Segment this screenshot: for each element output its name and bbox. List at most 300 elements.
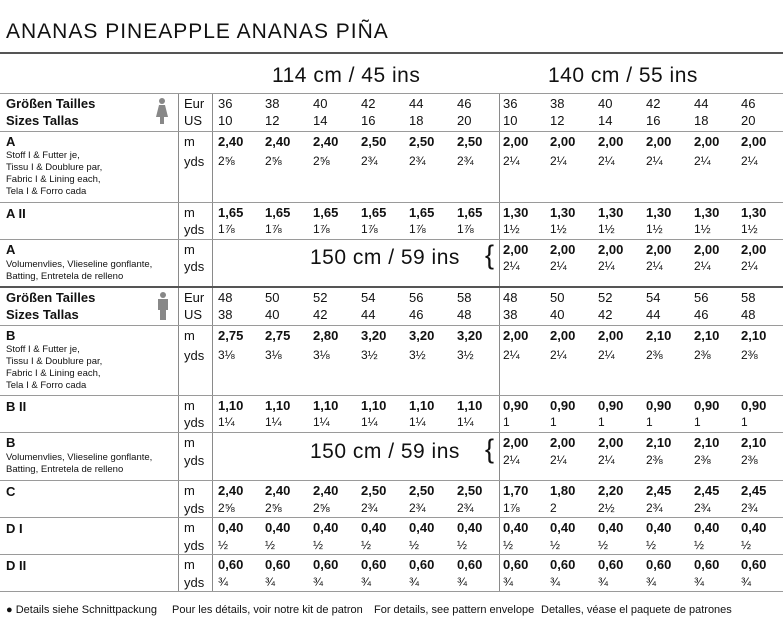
value-yds: 2¾ [646, 501, 663, 515]
value-yds: 3⅛ [218, 348, 235, 362]
width-140-heading: 140 cm / 55 ins [548, 64, 698, 87]
size-eur: 54 [646, 290, 661, 305]
value-yds: 2¼ [694, 259, 711, 273]
value-m: 0,40 [265, 520, 291, 535]
unit-m: m [184, 134, 195, 149]
row-rule [0, 432, 783, 433]
size-eur: 52 [598, 290, 613, 305]
value-m: 2,00 [598, 134, 624, 149]
value-yds: ½ [409, 538, 420, 552]
row-label-a2: A II [6, 206, 26, 221]
row-rule [0, 202, 783, 203]
value-yds: 2¼ [694, 154, 711, 168]
value-m: 2,00 [550, 328, 576, 343]
value-m: 2,10 [741, 435, 767, 450]
size-us: 46 [694, 307, 709, 322]
size-eur: 56 [694, 290, 709, 305]
size-us: 40 [265, 307, 280, 322]
size-us: 46 [409, 307, 424, 322]
size-eur: 44 [694, 96, 709, 111]
size-us: 44 [646, 307, 661, 322]
value-m: 2,00 [694, 242, 720, 257]
size-us: 42 [313, 307, 328, 322]
value-m: 0,60 [409, 557, 435, 572]
size-us: 12 [265, 113, 280, 128]
footer-note-en: For details, see pattern envelope [374, 604, 535, 616]
value-m: 1,70 [503, 483, 529, 498]
value-m: 2,00 [646, 242, 672, 257]
value-m: 1,65 [457, 205, 483, 220]
value-yds: 3½ [457, 348, 474, 362]
value-m: 2,00 [550, 134, 576, 149]
unit-m: m [184, 205, 195, 220]
value-m: 1,65 [313, 205, 339, 220]
value-yds: ¾ [457, 575, 468, 589]
value-yds: ½ [741, 538, 752, 552]
row-desc-b-batting: Volumenvlies, Vlieseline gonflante, Batting, Entretela de relleno [6, 452, 153, 475]
man-figure-icon [155, 291, 171, 321]
value-yds: ¾ [361, 575, 372, 589]
value-m: 0,90 [741, 398, 767, 413]
size-us: 10 [218, 113, 233, 128]
value-yds: 3½ [409, 348, 426, 362]
size-eur: 50 [550, 290, 565, 305]
value-m: 2,00 [503, 134, 529, 149]
eur-label: Eur [184, 290, 205, 305]
value-yds: 2¾ [694, 501, 711, 515]
section-rule [0, 286, 783, 288]
value-m: 1,65 [265, 205, 291, 220]
value-m: 0,60 [265, 557, 291, 572]
value-yds: 1⅞ [313, 222, 330, 236]
size-eur: 40 [598, 96, 613, 111]
us-label: US [184, 113, 203, 128]
size-us: 48 [457, 307, 472, 322]
value-m: 0,40 [218, 520, 244, 535]
footer-note-fr: Pour les détails, voir notre kit de patron [172, 604, 363, 616]
value-m: 2,00 [598, 328, 624, 343]
unit-m: m [184, 328, 195, 343]
value-m: 2,00 [503, 242, 529, 257]
value-yds: 2⅜ [646, 453, 663, 467]
value-yds: 2 [550, 501, 557, 515]
value-yds: 2¾ [361, 501, 378, 515]
size-label-en-es: Sizes Tallas [6, 113, 79, 128]
value-yds: 2¾ [457, 154, 474, 168]
value-yds: 1⅞ [265, 222, 282, 236]
row-rule [0, 517, 783, 518]
value-yds: 2⅝ [218, 501, 235, 515]
value-yds: 2¼ [550, 348, 567, 362]
value-yds: 2¼ [598, 259, 615, 273]
row-label-d2: D II [6, 558, 27, 573]
value-m: 2,10 [646, 435, 672, 450]
value-m: 2,00 [741, 242, 767, 257]
value-m: 0,90 [694, 398, 720, 413]
value-yds: 2⅜ [646, 348, 663, 362]
value-yds: 1⅞ [218, 222, 235, 236]
value-m: 2,00 [550, 242, 576, 257]
value-m: 1,30 [503, 205, 529, 220]
value-yds: 1½ [598, 222, 615, 236]
value-yds: ½ [550, 538, 561, 552]
value-m: 2,00 [503, 328, 529, 343]
row-label-c: C [6, 484, 16, 499]
value-m: 2,50 [457, 483, 483, 498]
size-us: 18 [409, 113, 424, 128]
size-us: 42 [598, 307, 613, 322]
footer-note-es: Detalles, véase el paquete de patrones [541, 604, 732, 616]
value-m: 1,30 [646, 205, 672, 220]
value-m: 2,40 [313, 134, 339, 149]
size-us: 18 [694, 113, 709, 128]
value-m: 2,50 [409, 483, 435, 498]
value-m: 0,60 [313, 557, 339, 572]
unit-yds: yds [184, 259, 205, 274]
value-m: 0,40 [550, 520, 576, 535]
value-yds: 1 [503, 415, 510, 429]
size-eur: 42 [361, 96, 376, 111]
eur-label: Eur [184, 96, 205, 111]
value-m: 1,30 [694, 205, 720, 220]
unit-yds: yds [184, 415, 205, 430]
value-m: 3,20 [361, 328, 387, 343]
value-yds: 2⅜ [741, 348, 758, 362]
unit-yds: yds [184, 154, 205, 169]
value-m: 2,45 [741, 483, 767, 498]
row-label-d1: D I [6, 521, 23, 536]
value-yds: 2¼ [550, 154, 567, 168]
row-rule [0, 239, 783, 240]
value-m: 2,75 [218, 328, 244, 343]
size-us: 14 [598, 113, 613, 128]
value-m: 0,90 [550, 398, 576, 413]
value-m: 0,60 [218, 557, 244, 572]
value-m: 0,90 [503, 398, 529, 413]
value-yds: 2⅝ [313, 154, 330, 168]
value-m: 1,65 [409, 205, 435, 220]
row-rule [0, 395, 783, 396]
value-m: 2,10 [646, 328, 672, 343]
value-yds: 3½ [361, 348, 378, 362]
size-label-de-fr: Größen Tailles [6, 290, 96, 305]
row-label-a: A [6, 134, 16, 149]
size-us: 44 [361, 307, 376, 322]
size-us: 14 [313, 113, 328, 128]
value-yds: 2¾ [409, 154, 426, 168]
value-m: 1,30 [741, 205, 767, 220]
row-label-b-batting: B [6, 435, 16, 450]
value-yds: 2¼ [550, 453, 567, 467]
value-m: 2,00 [694, 134, 720, 149]
value-yds: ¾ [503, 575, 514, 589]
value-yds: 2¼ [741, 154, 758, 168]
value-yds: 2¾ [361, 154, 378, 168]
value-m: 3,20 [457, 328, 483, 343]
value-yds: 2¼ [598, 348, 615, 362]
value-yds: 2¼ [503, 348, 520, 362]
value-yds: 1¼ [265, 415, 282, 429]
value-m: 2,00 [646, 134, 672, 149]
row-rule [0, 325, 783, 326]
value-yds: ½ [313, 538, 324, 552]
value-yds: 1¼ [313, 415, 330, 429]
value-m: 1,10 [313, 398, 339, 413]
value-yds: 1 [694, 415, 701, 429]
unit-m: m [184, 435, 195, 450]
size-us: 20 [741, 113, 756, 128]
size-eur: 38 [550, 96, 565, 111]
size-eur: 46 [457, 96, 472, 111]
size-eur: 48 [503, 290, 518, 305]
size-eur: 48 [218, 290, 233, 305]
value-yds: 1 [646, 415, 653, 429]
wide-fabric-label: 150 cm / 59 ins [310, 246, 460, 269]
value-yds: 1 [598, 415, 605, 429]
value-yds: 1¼ [409, 415, 426, 429]
footer-note-de: ● Details siehe Schnittpackung [6, 604, 157, 616]
value-m: 1,10 [218, 398, 244, 413]
value-m: 0,60 [741, 557, 767, 572]
value-m: 2,40 [265, 483, 291, 498]
value-yds: 2⅝ [218, 154, 235, 168]
value-yds: 2¼ [503, 154, 520, 168]
value-yds: 2¼ [646, 259, 663, 273]
value-yds: 2⅝ [265, 154, 282, 168]
value-m: 1,30 [550, 205, 576, 220]
value-m: 2,40 [218, 483, 244, 498]
unit-yds: yds [184, 222, 205, 237]
brace: { [485, 240, 495, 270]
size-eur: 44 [409, 96, 424, 111]
brace: { [485, 434, 495, 464]
size-us: 48 [741, 307, 756, 322]
value-yds: ¾ [409, 575, 420, 589]
value-yds: 2⅜ [694, 453, 711, 467]
size-eur: 52 [313, 290, 328, 305]
value-yds: 2⅜ [694, 348, 711, 362]
row-label-b2: B II [6, 399, 27, 414]
size-eur: 42 [646, 96, 661, 111]
title-rule [0, 52, 783, 54]
value-m: 1,65 [361, 205, 387, 220]
size-eur: 40 [313, 96, 328, 111]
size-eur: 56 [409, 290, 424, 305]
value-yds: ½ [694, 538, 705, 552]
value-yds: 1⅞ [361, 222, 378, 236]
woman-figure-icon [154, 97, 170, 125]
value-m: 0,90 [598, 398, 624, 413]
value-m: 1,30 [598, 205, 624, 220]
value-m: 2,10 [694, 435, 720, 450]
value-yds: ½ [457, 538, 468, 552]
value-m: 0,40 [361, 520, 387, 535]
value-m: 0,60 [694, 557, 720, 572]
value-yds: 2¼ [550, 259, 567, 273]
value-m: 0,40 [598, 520, 624, 535]
value-yds: ½ [646, 538, 657, 552]
size-label-de-fr: Größen Tailles [6, 96, 96, 111]
row-rule [0, 591, 783, 592]
value-m: 0,40 [457, 520, 483, 535]
value-m: 2,50 [409, 134, 435, 149]
value-m: 2,75 [265, 328, 291, 343]
row-desc-a: Stoff I & Futter je, Tissu I & Doublure par, Fabric I & Lining each, Tela I & Forro cada [6, 150, 103, 197]
value-m: 1,10 [409, 398, 435, 413]
size-us: 20 [457, 113, 472, 128]
size-us: 12 [550, 113, 565, 128]
size-label-en-es: Sizes Tallas [6, 307, 79, 322]
value-m: 1,80 [550, 483, 576, 498]
us-label: US [184, 307, 203, 322]
value-yds: ¾ [313, 575, 324, 589]
value-yds: ½ [361, 538, 372, 552]
row-rule [0, 93, 783, 94]
value-m: 2,50 [457, 134, 483, 149]
value-yds: 2½ [598, 501, 615, 515]
value-yds: 1⅞ [503, 501, 520, 515]
value-m: 2,45 [646, 483, 672, 498]
value-yds: ¾ [598, 575, 609, 589]
row-label-a-batting: A [6, 242, 16, 257]
unit-m: m [184, 242, 195, 257]
value-yds: 1 [550, 415, 557, 429]
size-us: 40 [550, 307, 565, 322]
value-yds: ½ [503, 538, 514, 552]
value-m: 2,00 [550, 435, 576, 450]
row-rule [0, 554, 783, 555]
unit-m: m [184, 483, 195, 498]
value-m: 2,00 [598, 435, 624, 450]
value-yds: 2⅜ [741, 453, 758, 467]
row-desc-b: Stoff I & Futter je, Tissu I & Doublure par, Fabric I & Lining each, Tela I & Forro cada [6, 344, 103, 391]
value-yds: ¾ [265, 575, 276, 589]
value-yds: 1½ [646, 222, 663, 236]
width-114-heading: 114 cm / 45 ins [272, 64, 421, 87]
size-eur: 54 [361, 290, 376, 305]
value-yds: ¾ [550, 575, 561, 589]
value-yds: 2¾ [409, 501, 426, 515]
value-m: 2,50 [361, 134, 387, 149]
value-yds: ½ [218, 538, 229, 552]
size-us: 38 [503, 307, 518, 322]
value-yds: 2⅝ [313, 501, 330, 515]
value-yds: 1½ [741, 222, 758, 236]
value-m: 0,40 [503, 520, 529, 535]
value-yds: 1½ [503, 222, 520, 236]
value-yds: 1¼ [218, 415, 235, 429]
value-m: 1,10 [457, 398, 483, 413]
value-yds: ½ [265, 538, 276, 552]
value-m: 2,80 [313, 328, 339, 343]
value-m: 2,00 [503, 435, 529, 450]
value-yds: ½ [598, 538, 609, 552]
value-m: 2,45 [694, 483, 720, 498]
value-m: 2,40 [313, 483, 339, 498]
value-m: 2,20 [598, 483, 624, 498]
value-m: 2,40 [218, 134, 244, 149]
value-yds: 2¼ [741, 259, 758, 273]
value-m: 3,20 [409, 328, 435, 343]
size-us: 10 [503, 113, 518, 128]
value-yds: 1¼ [361, 415, 378, 429]
value-yds: 1⅞ [457, 222, 474, 236]
value-m: 1,10 [361, 398, 387, 413]
value-m: 0,40 [313, 520, 339, 535]
unit-m: m [184, 557, 195, 572]
value-yds: ¾ [646, 575, 657, 589]
value-yds: 2¼ [598, 154, 615, 168]
value-m: 0,40 [741, 520, 767, 535]
value-yds: 2¾ [741, 501, 758, 515]
unit-yds: yds [184, 348, 205, 363]
value-yds: 1⅞ [409, 222, 426, 236]
value-yds: 2⅝ [265, 501, 282, 515]
value-yds: 1¼ [457, 415, 474, 429]
unit-yds: yds [184, 501, 205, 516]
row-rule [0, 131, 783, 132]
unit-yds: yds [184, 538, 205, 553]
value-m: 2,10 [741, 328, 767, 343]
value-m: 2,50 [361, 483, 387, 498]
value-m: 2,40 [265, 134, 291, 149]
value-m: 0,90 [646, 398, 672, 413]
size-eur: 58 [457, 290, 472, 305]
value-yds: ¾ [694, 575, 705, 589]
unit-m: m [184, 398, 195, 413]
value-m: 0,60 [598, 557, 624, 572]
value-yds: 2¼ [646, 154, 663, 168]
value-m: 0,40 [694, 520, 720, 535]
page-title: ANANAS PINEAPPLE ANANAS PIÑA [6, 20, 389, 43]
value-m: 2,00 [741, 134, 767, 149]
unit-yds: yds [184, 453, 205, 468]
size-eur: 50 [265, 290, 280, 305]
value-m: 1,10 [265, 398, 291, 413]
value-m: 0,40 [409, 520, 435, 535]
row-label-b: B [6, 328, 16, 343]
unit-m: m [184, 520, 195, 535]
value-yds: 1 [741, 415, 748, 429]
value-m: 0,60 [361, 557, 387, 572]
value-m: 0,60 [503, 557, 529, 572]
wide-fabric-label: 150 cm / 59 ins [310, 440, 460, 463]
value-yds: 1½ [694, 222, 711, 236]
size-eur: 58 [741, 290, 756, 305]
value-m: 0,40 [646, 520, 672, 535]
size-us: 16 [361, 113, 376, 128]
value-yds: 2¼ [598, 453, 615, 467]
value-m: 0,60 [646, 557, 672, 572]
row-rule [0, 480, 783, 481]
value-yds: 3⅛ [313, 348, 330, 362]
value-yds: 2¼ [503, 259, 520, 273]
value-m: 0,60 [457, 557, 483, 572]
size-us: 16 [646, 113, 661, 128]
value-m: 2,00 [598, 242, 624, 257]
size-us: 38 [218, 307, 233, 322]
value-yds: ¾ [218, 575, 229, 589]
unit-yds: yds [184, 575, 205, 590]
size-eur: 36 [218, 96, 233, 111]
value-yds: 2¼ [503, 453, 520, 467]
value-m: 1,65 [218, 205, 244, 220]
row-desc-a-batting: Volumenvlies, Vlieseline gonflante, Batting, Entretela de relleno [6, 259, 153, 282]
value-yds: 1½ [550, 222, 567, 236]
size-eur: 38 [265, 96, 280, 111]
value-yds: 2¾ [457, 501, 474, 515]
value-yds: 3⅛ [265, 348, 282, 362]
